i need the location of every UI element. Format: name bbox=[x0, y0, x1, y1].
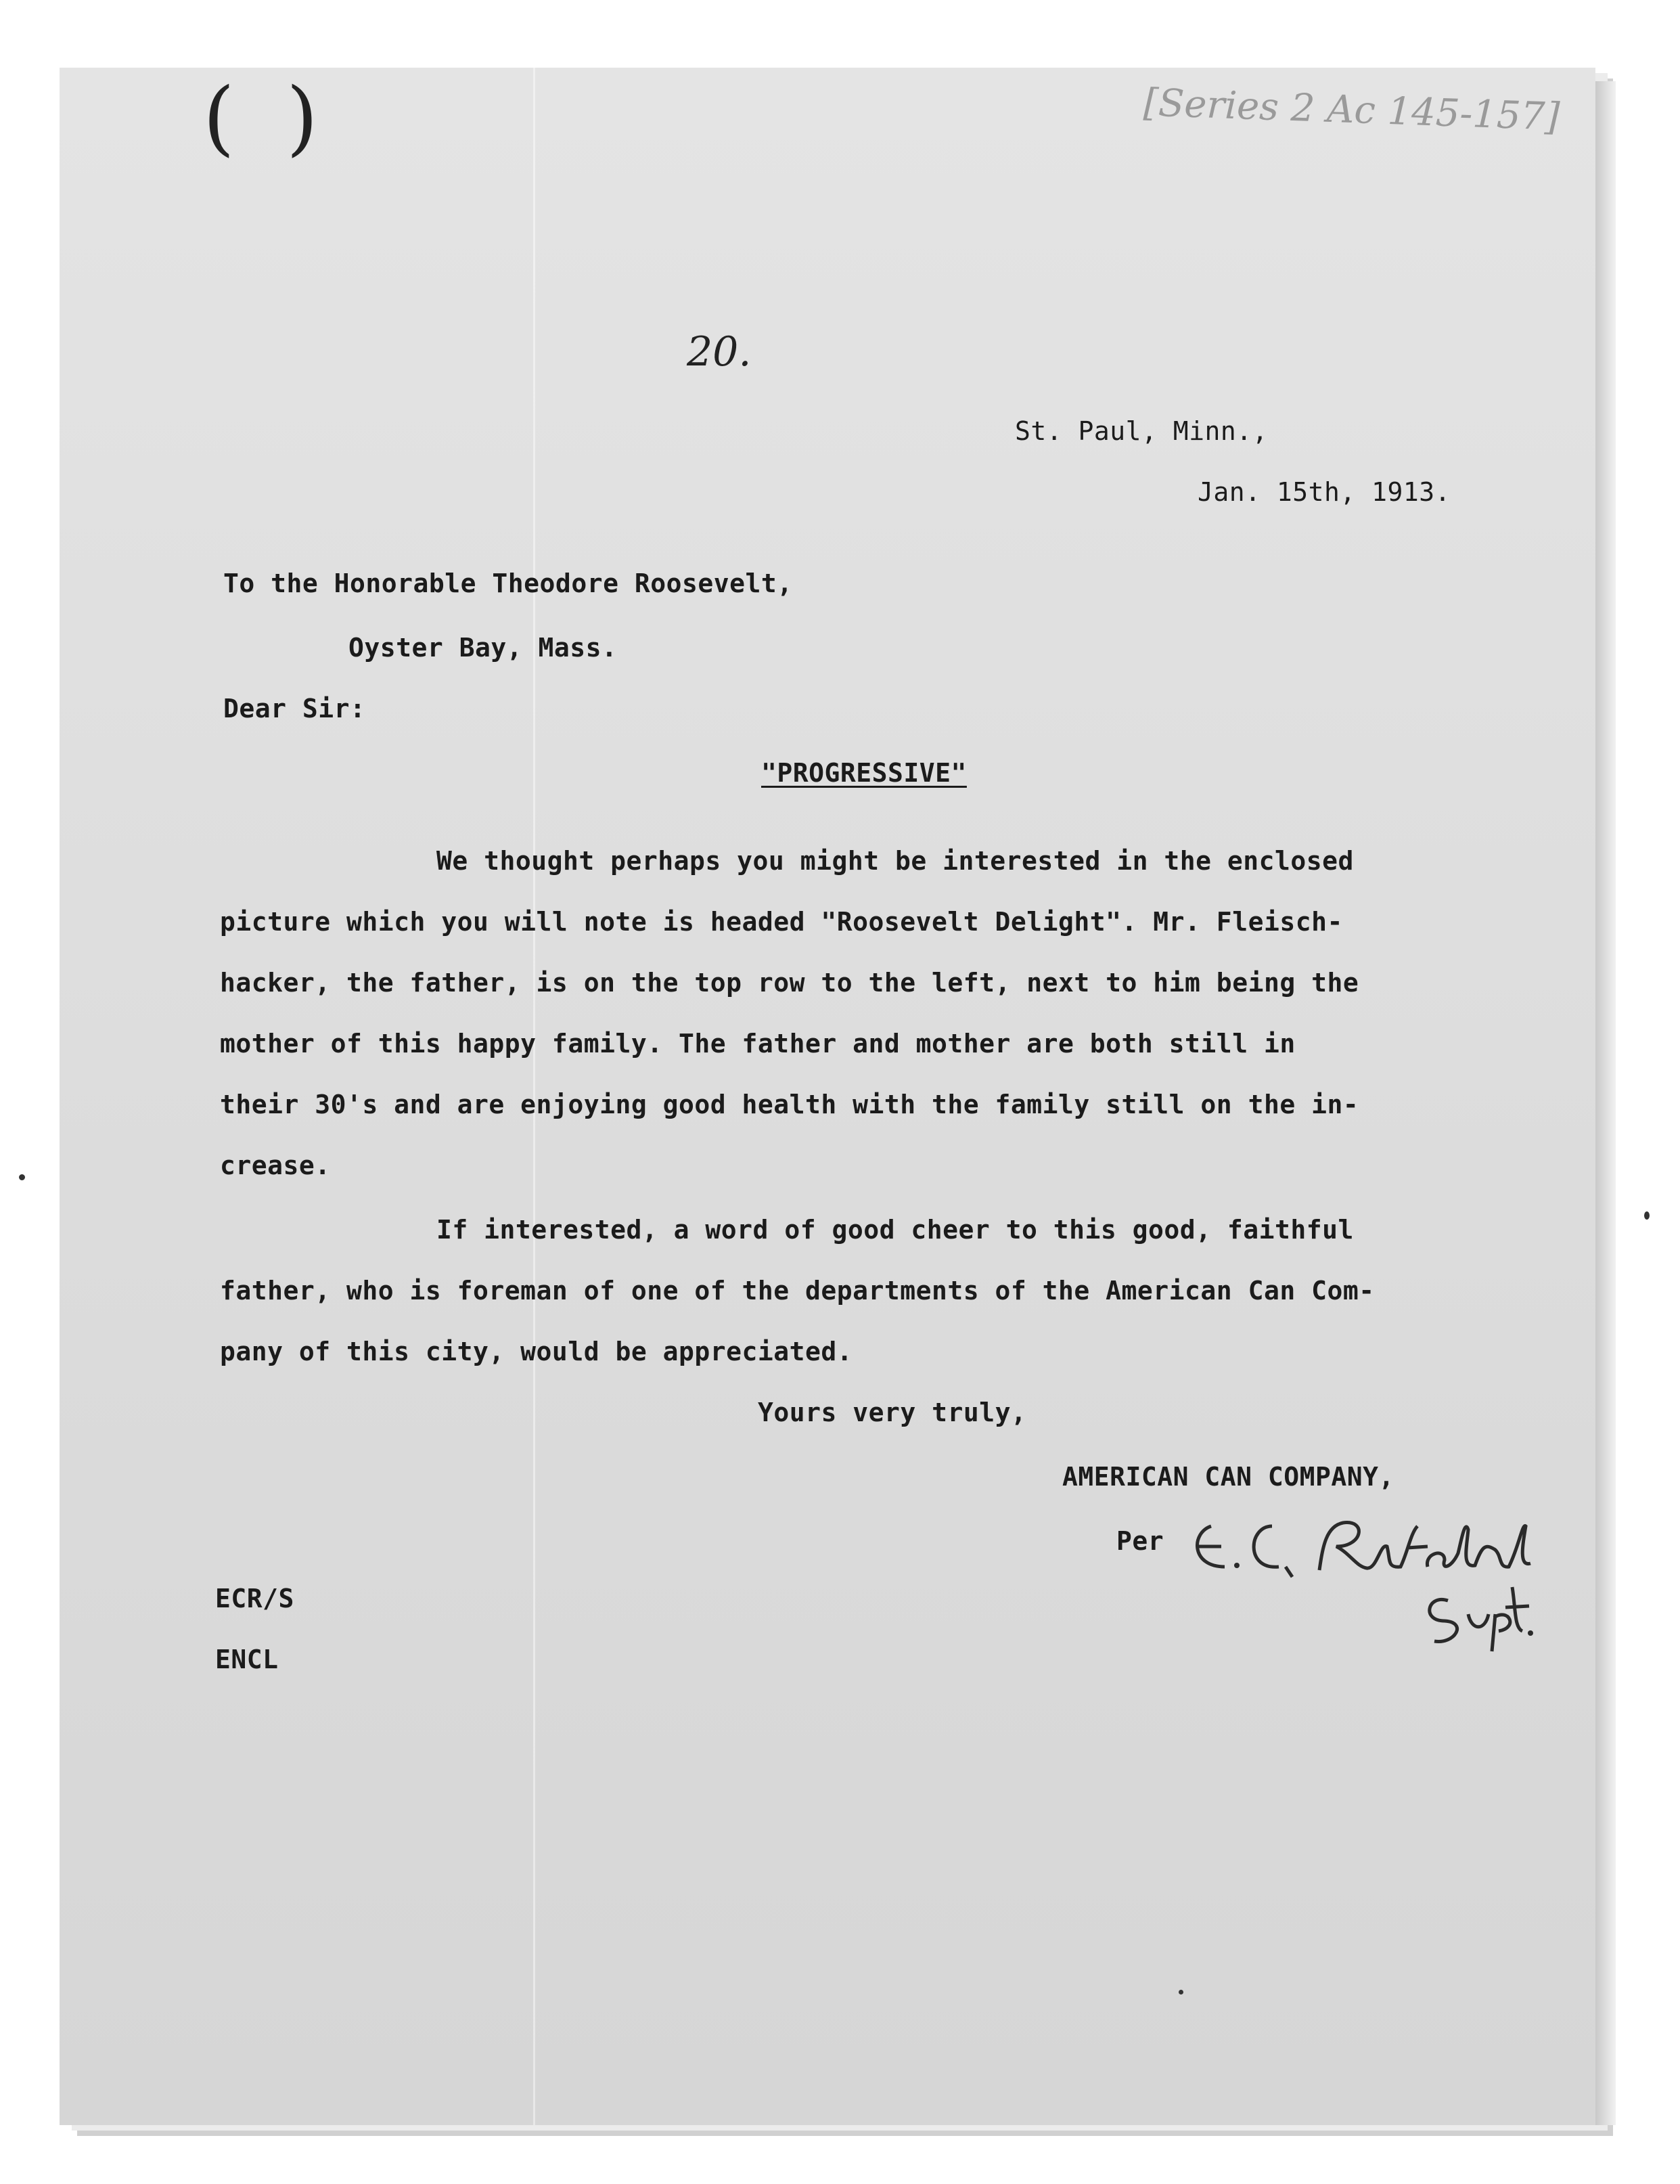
letter-heading: "PROGRESSIVE" bbox=[761, 758, 967, 788]
body-line-6: crease. bbox=[220, 1151, 331, 1180]
body-line-7: If interested, a word of good cheer to this good, faithful bbox=[436, 1215, 1354, 1245]
reference-initials: ECR/S bbox=[215, 1584, 294, 1613]
paper-edge bbox=[1595, 81, 1616, 2125]
signature bbox=[1184, 1506, 1536, 1655]
body-line-1: We thought perhaps you might be interested in the enclosed bbox=[436, 846, 1354, 876]
body-line-2: picture which you will note is headed "Roosevelt Delight". Mr. Fleisch- bbox=[220, 907, 1343, 937]
body-line-9: pany of this city, would be appreciated. bbox=[220, 1337, 853, 1366]
salutation: Dear Sir: bbox=[223, 694, 366, 723]
address-line: Oyster Bay, Mass. bbox=[348, 633, 618, 663]
archive-note: [Series 2 Ac 145-157] bbox=[1143, 81, 1561, 139]
body-line-4: mother of this happy family. The father and mother are both still in bbox=[220, 1029, 1296, 1058]
enclosure-note: ENCL bbox=[215, 1645, 279, 1674]
body-line-5: their 30's and are enjoying good health with the family still on the in- bbox=[220, 1090, 1359, 1119]
corner-bracket-mark: ( ) bbox=[203, 71, 318, 165]
body-line-8: father, who is foreman of one of the departments of the American Can Com- bbox=[220, 1276, 1375, 1306]
page-number-handwritten: 20. bbox=[687, 328, 752, 376]
body-line-3: hacker, the father, is on the top row to the left, next to him being the bbox=[220, 968, 1359, 998]
per-label: Per bbox=[1116, 1526, 1164, 1556]
addressee-line: To the Honorable Theodore Roosevelt, bbox=[223, 569, 793, 598]
company-name: AMERICAN CAN COMPANY, bbox=[1062, 1462, 1394, 1492]
closing-line: Yours very truly, bbox=[758, 1398, 1027, 1427]
place-line: St. Paul, Minn., bbox=[1015, 416, 1269, 446]
dust-speck bbox=[1644, 1211, 1650, 1220]
dust-speck bbox=[19, 1174, 25, 1180]
date-line: Jan. 15th, 1913. bbox=[1198, 477, 1451, 507]
dust-speck bbox=[1179, 1990, 1183, 1994]
